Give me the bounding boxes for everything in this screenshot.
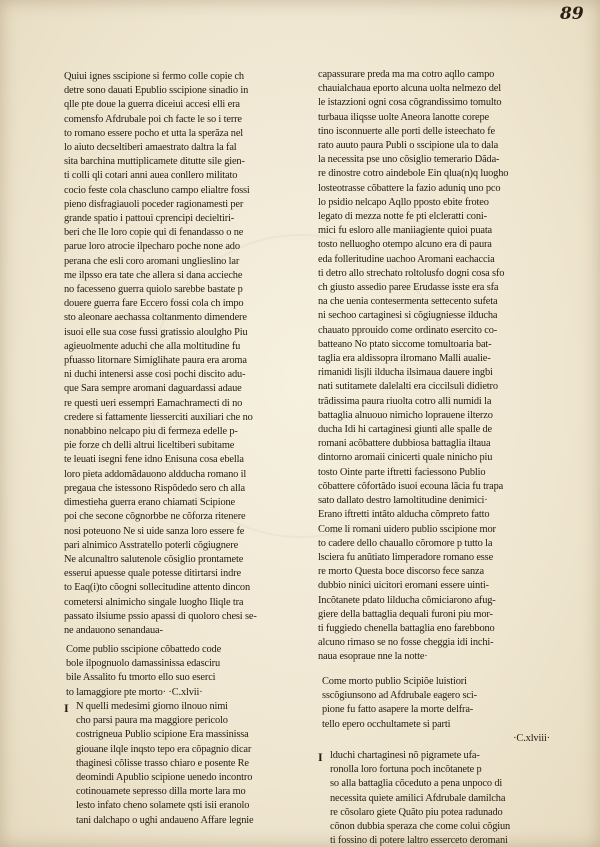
- text-line: sto aleonare aechassa coltanmento dimendere: [64, 312, 247, 324]
- text-line: battaglia alnuouo nimicho loprauene ilterzo: [318, 409, 493, 421]
- text-line: legato di mezza notte fe pti elcleratti coni-: [318, 211, 487, 223]
- text-line: perana che esli coro aromani unglieslino lar: [64, 255, 240, 267]
- text-line: rato auuto paura Publi o sscipione ula to dala: [318, 140, 499, 152]
- paragraph-chapter-48: [330, 749, 550, 847]
- text-line: re cõsolaro giete Quãto piu potea radunado: [330, 806, 503, 818]
- text-line: agieuolmente aduchi che alla moltitudine fu: [64, 340, 241, 352]
- rubric-chapter-48: [322, 675, 550, 746]
- text-line: cõbattere cõfortãdo isuoi ecouna lãcia fu trapa: [318, 480, 504, 492]
- text-line: losteotrasse cõbattere la fazio aduniq uno pco: [318, 182, 501, 194]
- text-line: alcuno rimaso se no fosse cheggia idi inchi-: [318, 637, 494, 649]
- text-line: sita barchina muttiplicamete ditutte sile gien-: [64, 156, 245, 168]
- rubric-line: bile Assalito fu tmorto ello suo eserci: [66, 672, 216, 684]
- text-line: no facesseno guerra quiolo sarebbe bastate p: [64, 284, 243, 296]
- text-line: poi che secone cõgnorbbe ne cõforza ritenere: [64, 511, 246, 523]
- rubric-line: to lamaggiore pte morto· ·C.xlvii·: [66, 686, 203, 698]
- rubric-chapter-47: [66, 643, 296, 700]
- paragraph-chapter-47: [76, 700, 296, 828]
- chapter-number: ·C.xlviii·: [513, 732, 550, 744]
- text-line: nonabbino nelcapo piu di fermeza edelle p-: [64, 426, 238, 438]
- text-line: grande spatio i pattoui cprencipi decieltiri-: [64, 213, 235, 225]
- text-line: Ne alcunaltro salutenole cõsiglio prontamete: [64, 553, 244, 565]
- text-line: tino isconnuerte alle porti delle isteechato fe: [318, 125, 496, 137]
- text-line: parue loro atrocie ilpecharo poche none ado: [64, 241, 240, 253]
- text-line: to Eaq(i)to cõogni sollecitudine attento dincon: [64, 582, 250, 594]
- text-line: Erano iftretti intãto alducha cõmpreto fatto: [318, 509, 490, 521]
- text-line: ti fossino di potere laltro esserceto deromani: [330, 835, 508, 847]
- text-line: passato ilsiume pssio apassi di quoloro chesi se-: [64, 610, 257, 622]
- text-line: la necessita pse uno cõsiglio temerario Dãda-: [318, 154, 500, 166]
- text-line: eda folleritudine uachoo Aromani eachaccia: [318, 253, 495, 265]
- text-line: ti fuggiedo chenella battaglia eno farebbono: [318, 622, 495, 634]
- text-line: pfuasso litornare Simiglihate paura era aroma: [64, 355, 247, 367]
- text-line: ni sechoo cartaginesi si cõgiugniesse ilducha: [318, 310, 498, 322]
- text-line: lesto infato cheno solamete qsti isii eranolo: [76, 800, 250, 812]
- initial-letter: I: [318, 750, 323, 764]
- text-line: ti detro allo strechato roltolusfo dogni cosa sfo: [318, 267, 505, 279]
- text-line: romani acõbattere dubbiosa battaglia iltaua: [318, 438, 491, 450]
- text-line: que Sara sempre aromani daguardassi adaue: [64, 383, 242, 395]
- text-line: loro pieta addomãdauono aldducha romano il: [64, 468, 247, 480]
- text-line: me ilpsso era tate che allera si dana accieche: [64, 269, 243, 281]
- text-line: detre sono dauati Epublio sscipione sinadio in: [64, 85, 249, 97]
- text-line: Come li romani uidero publio sscipione mor: [318, 523, 496, 535]
- text-line: lo psidio nelcapo Aqllo pposto ebite froteo: [318, 196, 489, 208]
- folio-number: 89: [560, 4, 584, 24]
- rubric-line: Come morto publio Scipiõe luistiori: [322, 676, 467, 687]
- text-line: trãdissima paura riuolta cotro alli numidi la: [318, 395, 492, 407]
- text-line: chauato pprouido come ordinato esercito co-: [318, 324, 498, 336]
- text-line: taglia era aldissopra ilromano Malli aualie-: [318, 353, 491, 365]
- text-line: thaginesi cõlisse trasso chiaro e posente Re: [76, 757, 249, 769]
- text-line: beri che lle loro copie qui di fenandasso o ne: [64, 227, 244, 239]
- text-line: dintorno aromaii cinicerti quale ninicho piu: [318, 452, 493, 464]
- text-line: ch giusto assedio paree Erudasse isste era sfa: [318, 282, 499, 294]
- text-line: lsciera fu anũtiato limperadore romano esse: [318, 551, 494, 563]
- text-line: giouane ilqle inqsto tepo era cõpagnio dicar: [76, 743, 252, 755]
- rubric-line: pione fu fatto asapere la morte delfra-: [322, 704, 474, 716]
- text-line: pieno disfragiauoli poceder ragionamesti per: [64, 198, 244, 210]
- rubric-line: bole ilpognuolo damassinissa edasciru: [66, 658, 221, 670]
- text-line: dimestieha guerra erano chiamati Scipione: [64, 497, 235, 509]
- text-line: cotinouamete sepresso dilla morte lara mo: [76, 786, 246, 798]
- text-line: deomindi Apublio scipione uenedo incontro: [76, 772, 253, 784]
- text-line: cõnon dubbia speraza che come colui cõgiun: [330, 821, 511, 833]
- text-line: le istazzioni ogni cosa cõgrandissimo tomulto: [318, 97, 502, 109]
- text-line: ni duchi intenersi asse cosi pochi discito adu-: [64, 369, 246, 381]
- text-line: pregaua che istessono Rispõdedo sero ch alla: [64, 482, 245, 494]
- text-line: pie forze ch delli altrui liceltiberi subitame: [64, 440, 235, 452]
- column-left-text: [64, 70, 296, 638]
- text-line: to romano essere pocho et utta la sperãza nel: [64, 127, 244, 139]
- text-line: rimanidi lisjli ilducha ilsimaua dauere ingbi: [318, 367, 493, 379]
- text-line: batteano No ptato siccome tomultoaria bat-: [318, 338, 492, 350]
- rubric-line: tello epero occhultamete si parti: [322, 718, 451, 730]
- text-line: naua esopraue nne la notte·: [318, 651, 428, 663]
- text-line: Incõtanete pdato lilducha cõmiciarono afug-: [318, 594, 496, 606]
- text-line: sato dallato destro lamoltitudine denimici·: [318, 495, 488, 507]
- text-line: mici fu esloro alle maniiagiente quioi puata: [318, 225, 493, 237]
- text-line: lo aiuto decseltiberi amaestrato daltra la fal: [64, 142, 237, 154]
- text-line: lduchi chartaginesi nõ pigramete ufa-: [330, 750, 480, 761]
- text-line: qlle pte doue la guerra diceiui accesi elli era: [64, 99, 240, 111]
- text-line: esserui apuesse quale potesse ditirtarsi indre: [64, 568, 241, 580]
- text-line: re dinostre cotro aindebole Ein qlua(n)q luogho: [318, 168, 509, 180]
- text-line: re questi ueri essempri Eamachramecti di no: [64, 397, 243, 409]
- text-line: cometersi alnimicho singale luogho Iliqle tra: [64, 596, 244, 608]
- text-line: chauialchaua eporto alcuna uolta nelmezo del: [318, 83, 501, 95]
- text-line: comensfo Afdrubale poi ch facte le so i terre: [64, 113, 242, 125]
- text-line: nosi poteuono Ne si uide sanza loro essere fe: [64, 525, 245, 537]
- text-line: nati sutitamete dalelalti era ciccilsuli didietro: [318, 381, 498, 393]
- text-line: ronolla loro fortuna poch incõtanete p: [330, 764, 482, 776]
- rubric-line: sscõgiunsono ad Afdrubale eagero sci-: [322, 690, 477, 702]
- text-line: capassurare preda ma ma cotro aqllo campo: [318, 69, 495, 80]
- rubric-line: Come publio sscipione cõbattedo code: [66, 644, 222, 655]
- text-line: ti colli qli cotari anni auea conllero militato: [64, 170, 238, 182]
- text-line: Quiui ignes sscipione si fermo colle copie ch: [64, 71, 244, 82]
- text-line: giere della battaglia dequali furoni piu mor-: [318, 608, 493, 620]
- text-line: so alla battaglia cõceduto a pena unpoco di: [330, 778, 503, 790]
- text-line: cocio feste cola chascluno campo elialtre fossi: [64, 184, 250, 196]
- text-line: cho parsi paura ma maggiore pericolo: [76, 715, 228, 727]
- text-line: to cadere dello chauallo cõromore p tutto la: [318, 537, 493, 549]
- text-line: N quelli medesimi giorno ilnouo nimi: [76, 701, 228, 712]
- text-line: isuoi elle sua cose fussi gratissio aloulgho Piu: [64, 326, 248, 338]
- text-line: tosto Ointe parte iftretti faciessono Publio: [318, 466, 486, 478]
- column-right-text: [318, 68, 550, 665]
- text-line: turbaua iliqsse uolte Aneora lanotte corepe: [318, 111, 489, 123]
- text-line: ne andauono senandaua-: [64, 624, 163, 636]
- text-line: douere guerra fare Eccero fossi cola ch impo: [64, 298, 244, 310]
- text-line: na che uenia contesermenta settecento sufeta: [318, 296, 498, 308]
- text-line: tosto nelluogho otempo alcuno era di paura: [318, 239, 492, 251]
- text-line: re morto Questa boce discorso fece sanza: [318, 566, 484, 578]
- text-line: costrigneua Publio scipione Era massinissa: [76, 729, 249, 741]
- text-line: ducha Idi hi cartaginesi giunti alle spalle de: [318, 424, 493, 436]
- text-line: te leuati isegni fene idno Enisuna cosa ebella: [64, 454, 244, 466]
- text-line: pari alnimico Asstratello poterli cõgiugnere: [64, 539, 239, 551]
- text-line: credere si fattamente liesserciti auxiliari che no: [64, 411, 253, 423]
- text-line: dubbio ninici uicitori eromani essere uinti-: [318, 580, 489, 592]
- text-line: necessita quiete amilici Afdrubale damilcha: [330, 792, 506, 804]
- initial-letter: I: [64, 701, 69, 715]
- text-line: tani dalchapo o ughi andaueno Affare legnie: [76, 814, 254, 826]
